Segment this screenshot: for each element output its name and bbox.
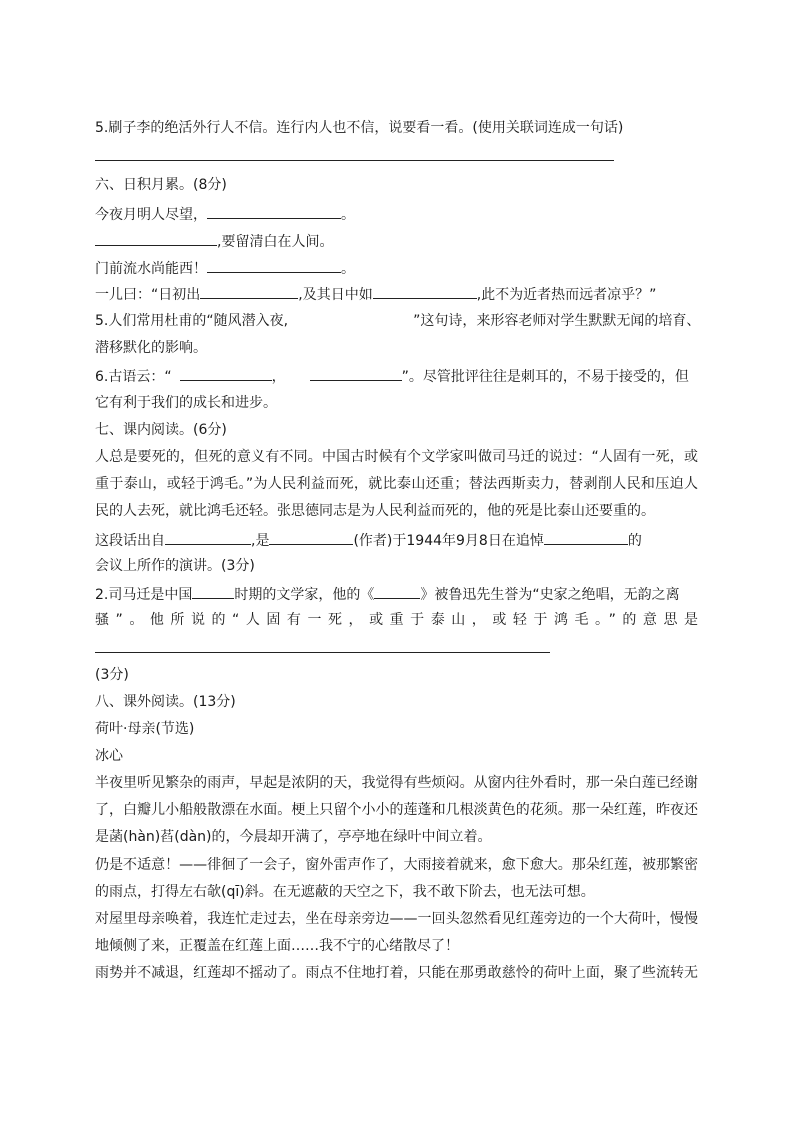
essay-line: 半夜里听见繁杂的雨声，早起是浓阴的天，我觉得有些烦闷。从窗内往外看时，那一朵白莲已经谢	[95, 775, 698, 791]
question-7-2-score: (3分)	[95, 667, 129, 683]
section-8-title: 八、课外阅读。(13分)	[95, 694, 236, 710]
quote-text-a: 一儿曰：“日初出	[95, 287, 201, 303]
question-7-2	[95, 583, 680, 605]
fill-blank[interactable]	[207, 203, 341, 219]
question-7-1-cont: 会议上所作的演讲。(3分)	[95, 558, 255, 574]
essay-line	[95, 882, 595, 902]
fill-blank[interactable]	[310, 365, 402, 381]
poem-line-1	[95, 203, 355, 225]
fill-blank[interactable]	[373, 283, 477, 299]
q7-2-text-b: 时期的文学家，他的《	[234, 587, 375, 603]
q7-1-text-b: ,是	[251, 533, 270, 549]
proverb-text-c: ”。尽管批评往往是刺耳的，不易于接受的，但	[401, 369, 689, 385]
fill-blank[interactable]	[180, 365, 272, 381]
proverb-question	[95, 365, 689, 387]
q7-2-text-a: 2.司马迁是中国	[95, 587, 193, 603]
essay-line: 了，白瓣儿小船般散漂在水面。梗上只留个小小的莲蓬和几根淡黄色的花须。那一朵红莲，昨夜还	[95, 802, 698, 818]
fill-blank[interactable]	[95, 230, 217, 246]
essay-line: 地倾侧了来，正覆盖在红莲上面……我不宁的心绪散尽了！	[95, 938, 459, 954]
section-6-title: 六、日积月累。(8分)	[95, 177, 227, 193]
quote-text-b: ,及其日中如	[298, 287, 373, 303]
question-combine-sentences: 5.刷子李的绝活外行人不信。连行内人也不信，说要看一看。(使用关联词连成一句话)	[95, 120, 624, 136]
essay-line-part: 斜。在无遮蔽的天空之下，我不敢下阶去，也无法可想。	[244, 884, 595, 900]
du-fu-text-a: 5.人们常用杜甫的“随风潜入夜,	[95, 313, 289, 329]
answer-line[interactable]	[95, 652, 550, 653]
question-7-2-cont: 骚”。他所说的“人固有一死，或重于泰山，或轻于鸿毛。”的意思是	[95, 612, 698, 628]
section-7-title: 七、课内阅读。(6分)	[95, 422, 227, 438]
essay-line-part: 的雨点，打得左右欹(qī)	[95, 884, 245, 900]
poem-line-1-end: 。	[341, 207, 355, 223]
proverb-text-b: ，	[271, 369, 286, 385]
answer-line[interactable]	[95, 160, 614, 161]
q7-1-text-a: 这段话出自	[95, 533, 165, 549]
essay-title: 荷叶·母亲(节选)	[95, 721, 195, 737]
essay-author: 冰心	[95, 748, 123, 764]
du-fu-question	[95, 311, 700, 331]
poem-line-3	[95, 257, 355, 279]
poem-line-1-text: 今夜月明人尽望，	[95, 207, 207, 223]
question-7-1	[95, 529, 642, 551]
fill-blank[interactable]	[165, 529, 251, 545]
q7-2-text-c: 》被鲁迅先生誉为“史家之绝唱，无韵之离	[420, 587, 680, 603]
poem-line-3-text: 门前流水尚能西！	[95, 261, 207, 277]
passage-7-line: 民的人去死，就比鸿毛还轻。张思德同志是为人民利益而死的，他的死是比泰山还要重的。	[95, 503, 655, 519]
q7-1-text-c: (作者)于1944年9月8日在追悼	[353, 533, 544, 549]
essay-line: 雨势并不减退，红莲却不摇动了。雨点不住地打着，只能在那勇敢慈怜的荷叶上面，聚了些流转无	[95, 965, 698, 981]
fill-blank[interactable]	[544, 529, 628, 545]
passage-7-line: 人总是要死的，但死的意义有不同。中国古时候有个文学家叫做司马迁的说过：“人固有一死，或	[95, 449, 698, 465]
poem-line-3-end: 。	[341, 261, 355, 277]
essay-line: 是菡(hàn)萏(dàn)的，今晨却开满了，亭亭地在绿叶中间立着。	[95, 829, 492, 845]
essay-line: 仍是不适意！——徘徊了一会子，窗外雷声作了，大雨接着就来，愈下愈大。那朵红莲，被那繁密	[95, 857, 698, 873]
quote-text-c: ,此不为近者热而远者凉乎？”	[476, 287, 657, 303]
fill-blank[interactable]	[269, 529, 353, 545]
poem-line-2-text: ,要留清白在人间。	[217, 234, 334, 250]
fill-blank[interactable]	[207, 257, 341, 273]
poem-line-2	[95, 230, 333, 252]
proverb-text-a: 6.古语云：“	[95, 369, 172, 385]
passage-7-line: 重于泰山，或轻于鸿毛。”为人民利益而死，就比泰山还重；替法西斯卖力，替剥削人民和压迫人	[95, 476, 698, 492]
classical-quote-line	[95, 283, 656, 305]
q7-1-text-d: 的	[627, 533, 642, 549]
essay-line: 对屋里母亲唤着，我连忙走过去，坐在母亲旁边——一回头忽然看见红莲旁边的一个大荷叶，慢慢	[95, 911, 698, 927]
fill-blank[interactable]	[374, 583, 420, 599]
du-fu-text-b: ”这句诗，来形容老师对学生默默无闻的培育、	[413, 313, 701, 329]
du-fu-question-cont: 潜移默化的影响。	[95, 340, 207, 356]
fill-blank[interactable]	[200, 283, 298, 299]
proverb-question-cont: 它有利于我们的成长和进步。	[95, 395, 277, 411]
fill-blank[interactable]	[192, 583, 234, 599]
